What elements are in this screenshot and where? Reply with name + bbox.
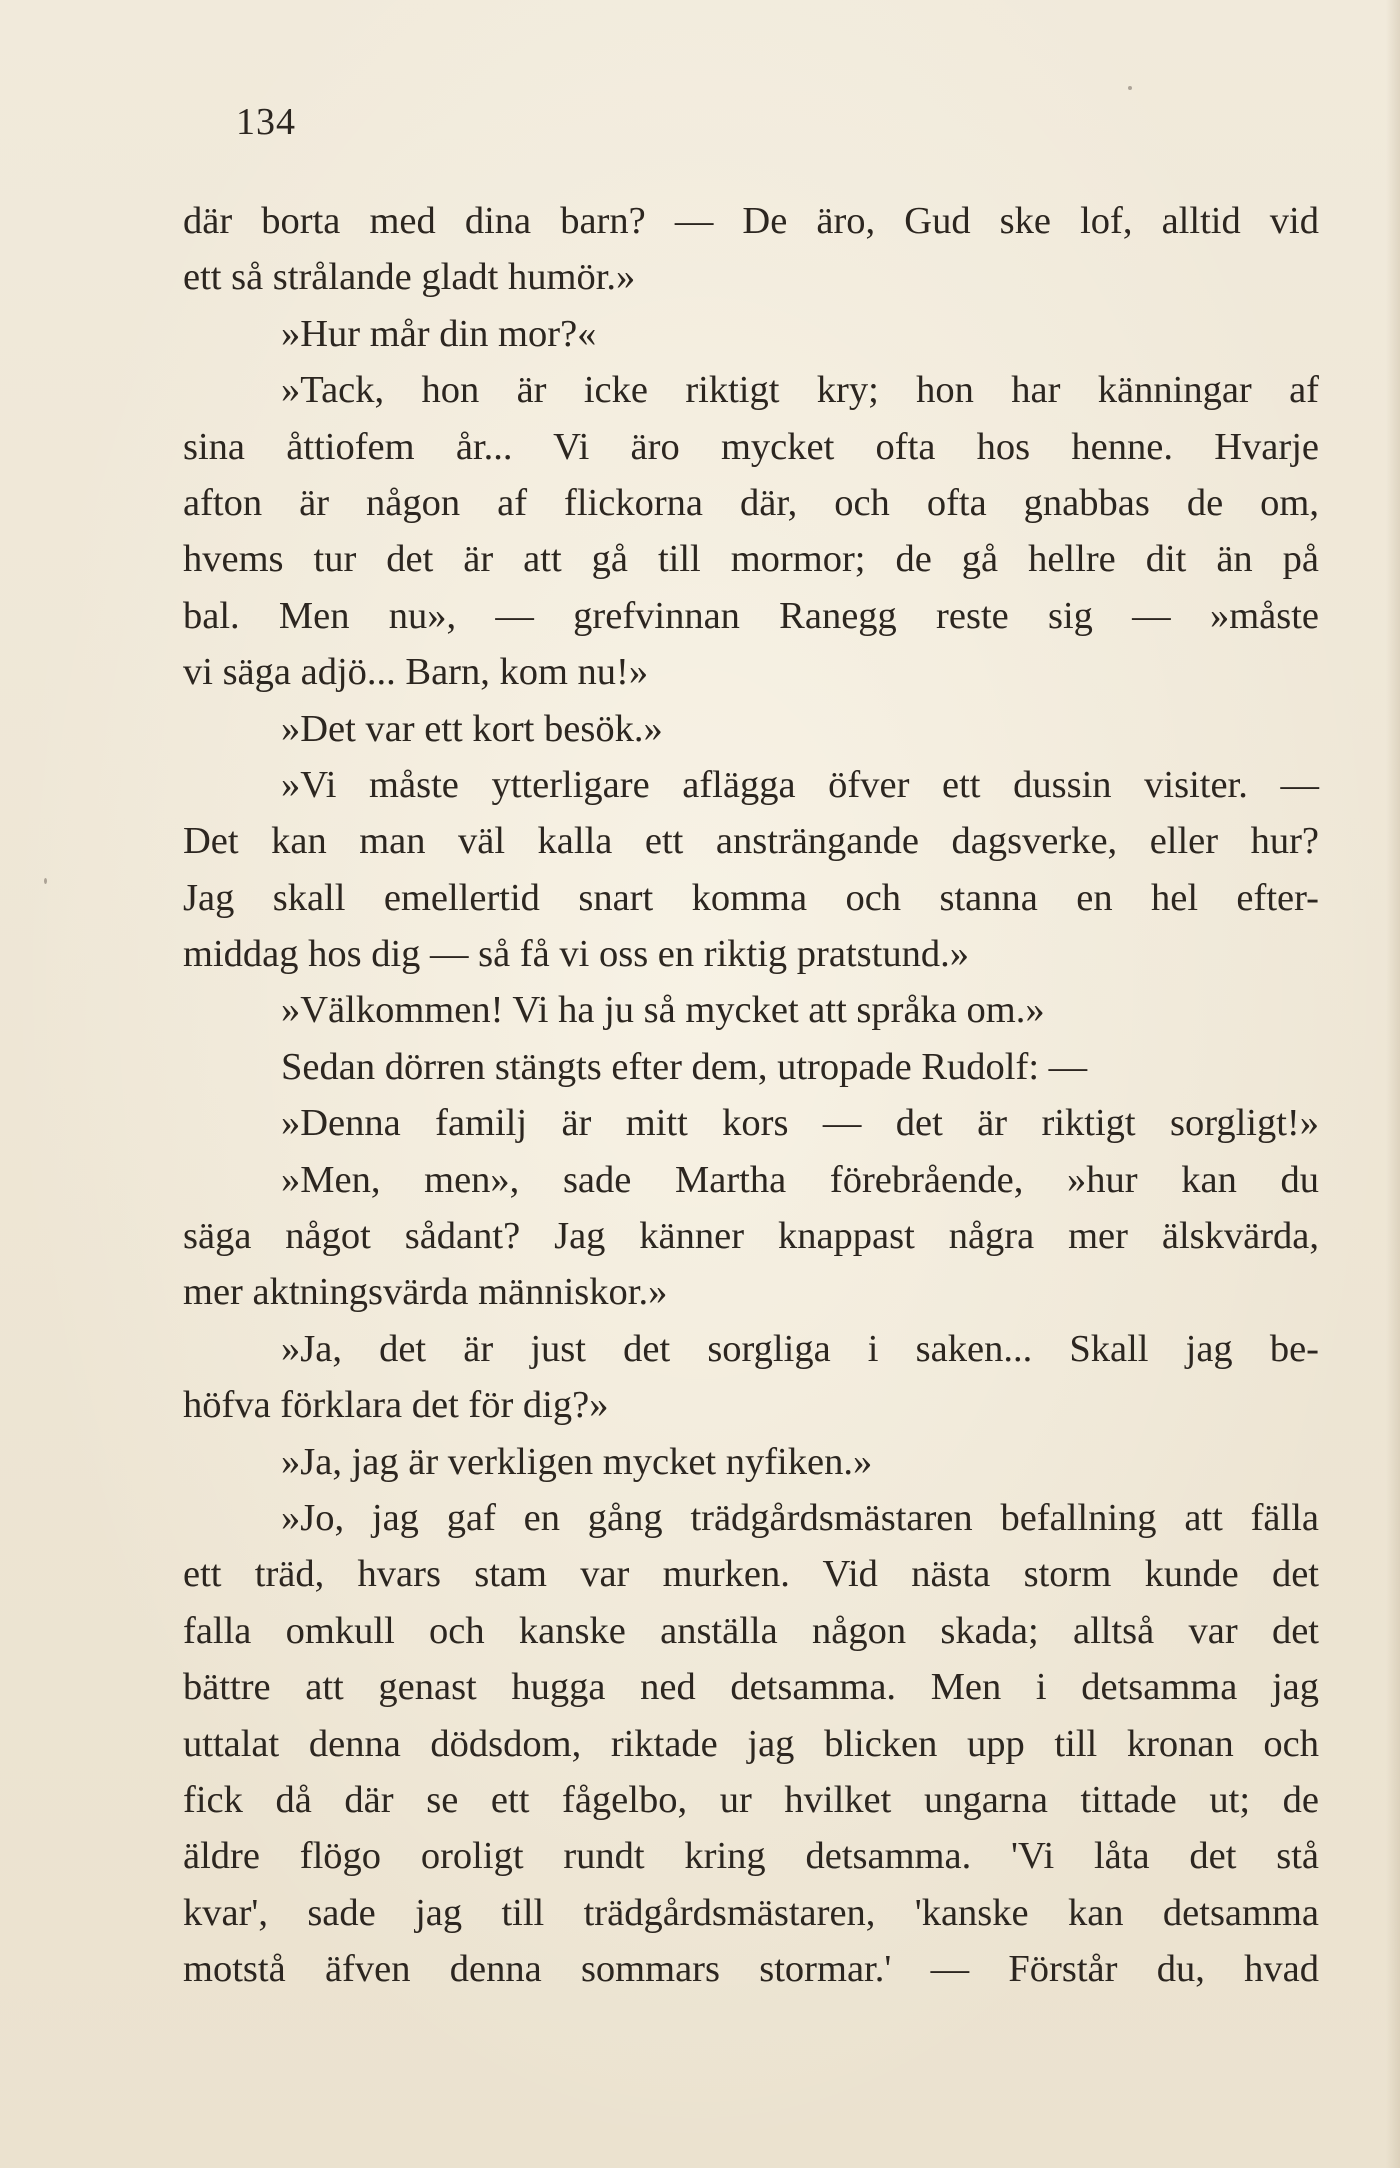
- text-line: afton är någon af flickorna där, och ofta gnabbas de om,: [183, 481, 1319, 524]
- body-text: [183, 193, 1319, 1998]
- text-line: »Välkommen! Vi ha ju så mycket att språka om.»: [281, 989, 1045, 1032]
- text-line: äldre flögo oroligt rundt kring detsamma. 'Vi låta det stå: [183, 1835, 1319, 1878]
- text-line: bättre att genast hugga ned detsamma. Men i detsamma jag: [183, 1666, 1319, 1709]
- text-line: ett träd, hvars stam var murken. Vid nästa storm kunde det: [183, 1553, 1319, 1596]
- text-line: ett så strålande gladt humör.»: [183, 256, 636, 299]
- text-line: höfva förklara det för dig?»: [183, 1384, 609, 1427]
- text-line: kvar', sade jag till trädgårdsmästaren, 'kanske kan detsamma: [183, 1891, 1319, 1934]
- page-number: 134: [236, 101, 296, 143]
- paper-speck: [1128, 86, 1132, 90]
- text-line: Jag skall emellertid snart komma och stanna en hel efter-: [183, 876, 1319, 919]
- text-line: »Tack, hon är icke riktigt kry; hon har känningar af: [281, 369, 1319, 412]
- text-line: säga något sådant? Jag känner knappast några mer älskvärda,: [183, 1215, 1319, 1258]
- text-line: »Denna familj är mitt kors — det är riktigt sorgligt!»: [281, 1102, 1319, 1145]
- text-line: bal. Men nu», — grefvinnan Ranegg reste sig — »måste: [183, 594, 1319, 637]
- text-line: mer aktningsvärda människor.»: [183, 1271, 668, 1314]
- text-line: »Vi måste ytterligare aflägga öfver ett dussin visiter. —: [281, 763, 1319, 806]
- text-line: Det kan man väl kalla ett ansträngande dagsverke, eller hur?: [183, 820, 1319, 863]
- text-line: »Det var ett kort besök.»: [281, 707, 663, 750]
- text-line: hvems tur det är att gå till mormor; de gå hellre dit än på: [183, 538, 1319, 581]
- text-line: »Men, men», sade Martha förebrående, »hur kan du: [281, 1158, 1319, 1201]
- paper-speck: [44, 878, 47, 884]
- text-line: »Ja, det är just det sorgliga i saken... Skall jag be-: [281, 1327, 1319, 1370]
- text-line: fick då där se ett fågelbo, ur hvilket ungarna tittade ut; de: [183, 1778, 1319, 1821]
- text-line: där borta med dina barn? — De äro, Gud ske lof, alltid vid: [183, 200, 1319, 242]
- text-line: »Ja, jag är verkligen mycket nyfiken.»: [281, 1440, 873, 1483]
- text-line: Sedan dörren stängts efter dem, utropade Rudolf: —: [281, 1045, 1088, 1088]
- text-line: middag hos dig — så få vi oss en riktig pratstund.»: [183, 933, 969, 976]
- text-line: motstå äfven denna sommars stormar.' — Förstår du, hvad: [183, 1948, 1319, 1991]
- text-line: falla omkull och kanske anställa någon skada; alltså var det: [183, 1609, 1319, 1652]
- page-edge-shadow: [1386, 0, 1400, 2168]
- text-line: sina åttiofem år... Vi äro mycket ofta hos henne. Hvarje: [183, 425, 1319, 468]
- text-line: »Hur mår din mor?«: [281, 312, 597, 355]
- text-line: »Jo, jag gaf en gång trädgårdsmästaren befallning att fälla: [281, 1496, 1319, 1539]
- text-line: vi säga adjö... Barn, kom nu!»: [183, 651, 649, 694]
- text-line: uttalat denna dödsdom, riktade jag blicken upp till kronan och: [183, 1722, 1319, 1765]
